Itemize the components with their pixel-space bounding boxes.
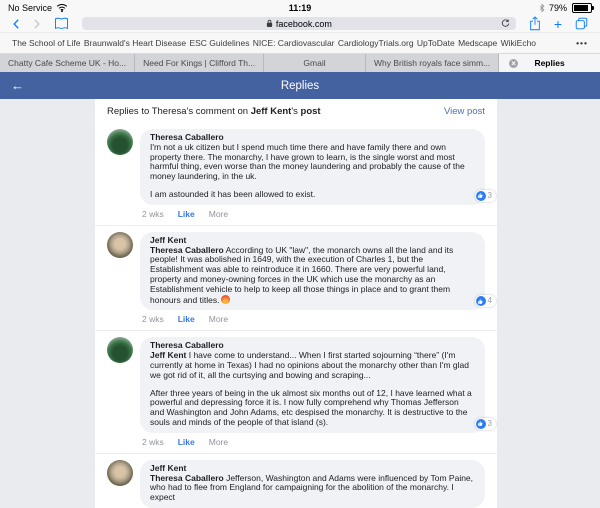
commenter-avatar[interactable]: [107, 337, 133, 363]
browser-tab[interactable]: [0, 54, 135, 72]
fb-page-title: Replies: [280, 79, 320, 92]
comment-paragraph: I am astounded it has been allowed to exist.: [150, 188, 316, 199]
tab-label: Chatty Cafe Scheme UK - Ho...: [8, 58, 127, 68]
comment-text-block: [150, 474, 475, 503]
more-button[interactable]: More: [208, 436, 229, 447]
comment: [95, 123, 497, 226]
status-bar: [0, 0, 600, 15]
comment-actions: [140, 433, 485, 453]
commenter-name[interactable]: Jeff Kent: [150, 462, 187, 473]
comment-paragraph: Theresa Caballero Jefferson, Washington and Adams were influenced by Tom Paine, who had to flee from England for campaigning for the abolition of the monarchy. I expect: [150, 472, 474, 503]
lock-icon: [266, 19, 273, 28]
commenter-name[interactable]: Theresa Caballero: [150, 340, 224, 351]
tab-label: Need For Kings | Clifford Th...: [143, 58, 256, 68]
bookmarks-bar: [0, 32, 600, 54]
bookmark-item[interactable]: WikiEcho: [500, 38, 537, 48]
like-button[interactable]: Like: [177, 208, 195, 219]
bluetooth-icon: [539, 3, 545, 13]
more-button[interactable]: More: [208, 208, 229, 219]
bookmark-item[interactable]: Braunwald's Heart Disease: [83, 38, 187, 48]
comment: [95, 226, 497, 332]
fb-back-arrow-icon[interactable]: ←: [11, 78, 24, 93]
commenter-avatar[interactable]: [107, 232, 133, 258]
post-link[interactable]: post: [300, 106, 321, 117]
comment-bubble[interactable]: [140, 337, 492, 432]
comments-list: [95, 123, 497, 508]
more-button[interactable]: More: [208, 314, 229, 325]
browser-tab[interactable]: [499, 54, 600, 72]
replies-info-row: [95, 99, 497, 123]
commenter-name[interactable]: Jeff Kent: [150, 234, 187, 245]
comment-paragraph: After three years of being in the uk almost six months out of 12, I have learned what a powerful and depressing force it is. I now fully comprehend why Thomas Jefferson and Washington and John Adams, etc despised the monarchy. It is destructive to the souls and minds of the people of that island (s).: [150, 387, 472, 427]
url-text: facebook.com: [275, 18, 332, 29]
carrier-label: No Service: [8, 2, 53, 13]
comment-paragraph: Jeff Kent I have come to understand... When I first started sojourning “there” (I'm currently at home in Texas) I had no opinions about the monarchy other than I'm glad we got rid of it, all the curtsying and bowing and scraping...: [150, 350, 469, 380]
view-post-link[interactable]: View post: [443, 106, 485, 117]
post-author-link[interactable]: Jeff Kent: [250, 106, 292, 117]
reaction-count: 3: [487, 190, 492, 200]
comment-bubble[interactable]: [140, 232, 492, 311]
browser-tab[interactable]: [264, 54, 366, 72]
bookmark-item[interactable]: CardiologyTrials.org: [337, 38, 414, 48]
new-tab-button[interactable]: +: [553, 15, 562, 32]
tab-label: Gmail: [303, 58, 326, 68]
tab-bar: [0, 54, 600, 72]
browser-tab[interactable]: [366, 54, 499, 72]
angry-emoji: [221, 295, 230, 304]
reaction-count: 3: [487, 418, 492, 428]
battery-percent: 79%: [548, 2, 567, 13]
back-button[interactable]: [12, 18, 20, 30]
thumbs-up-icon: [476, 419, 486, 429]
comment-actions: [140, 205, 485, 225]
bookmark-item[interactable]: Medscape: [458, 38, 498, 48]
tabs-overview-icon[interactable]: [575, 17, 588, 30]
clock: 11:19: [288, 2, 312, 13]
tab-label: Why British royals face simm...: [373, 58, 491, 68]
comment-text-block: [150, 143, 475, 200]
browser-tab[interactable]: [135, 54, 264, 72]
mention-link[interactable]: Jeff Kent: [150, 350, 187, 361]
bookmark-item[interactable]: NICE: Cardiovascular: [252, 38, 335, 48]
replies-column: [95, 99, 497, 508]
bookmark-item[interactable]: ESC Guidelines: [189, 38, 250, 48]
tab-label: Replies: [534, 58, 565, 68]
thumbs-up-icon: [476, 296, 486, 306]
wifi-icon: [56, 3, 68, 12]
facebook-header: [0, 72, 600, 99]
bookmarks-overflow-icon[interactable]: •••: [576, 38, 588, 48]
mention-link[interactable]: Theresa Caballero: [150, 244, 224, 255]
comment-bubble[interactable]: [140, 460, 485, 508]
comment: [95, 331, 497, 453]
comment-timestamp: 2 wks: [142, 436, 164, 447]
page-content: [0, 99, 600, 503]
comment-paragraph: I'm not a uk citizen but I spend much time there and have family there and own property there. The monarchy, I have grown to learn, is the single worst and most harmful thing, even worse than the money laundering and probably the cause of the money laundering, in the uk.: [150, 141, 465, 182]
bookmarks-icon[interactable]: [54, 17, 69, 30]
mention-link[interactable]: Theresa Caballero: [150, 472, 224, 483]
like-button[interactable]: Like: [177, 314, 195, 325]
reaction-count: 4: [487, 296, 492, 306]
address-bar[interactable]: [82, 17, 516, 30]
commenter-name[interactable]: Theresa Caballero: [150, 132, 224, 142]
thumbs-up-icon: [476, 191, 486, 201]
forward-button[interactable]: [33, 18, 41, 30]
reaction-badge[interactable]: [475, 418, 496, 430]
reaction-badge[interactable]: [475, 190, 496, 202]
like-button[interactable]: Like: [177, 436, 195, 447]
comment-text-block: [150, 246, 475, 306]
comment-timestamp: 2 wks: [142, 314, 164, 325]
comment-actions: [140, 310, 485, 330]
share-icon[interactable]: [529, 16, 541, 31]
comment-text-block: [150, 351, 475, 428]
close-tab-icon[interactable]: ×: [509, 59, 518, 68]
comment-timestamp: 2 wks: [142, 208, 164, 219]
comment-bubble[interactable]: [140, 129, 492, 205]
refresh-icon[interactable]: [501, 19, 510, 28]
commenter-avatar[interactable]: [107, 460, 133, 486]
commenter-avatar[interactable]: [107, 129, 133, 155]
reaction-badge[interactable]: [475, 295, 496, 307]
comment: [95, 454, 497, 508]
safari-toolbar: [0, 15, 600, 32]
battery-icon: [572, 3, 592, 13]
comment-paragraph: Theresa Caballero According to UK "law", the monarch owns all the land and its people! It was abolished in 1649, with the execution of Charles 1, but the Establishment was able to reintroduce it in 1660. There are very powerful land, property and money-owning forces in the UK which use the monarchy as an Establishment vehicle to help to keep all those things in place and to grant them honours and titles.: [150, 244, 454, 305]
bookmark-item[interactable]: The School of Life: [12, 38, 81, 48]
bookmark-item[interactable]: UpToDate: [416, 38, 455, 48]
replies-context-text: Replies to Theresa's comment on Jeff Kent's post: [107, 106, 321, 117]
